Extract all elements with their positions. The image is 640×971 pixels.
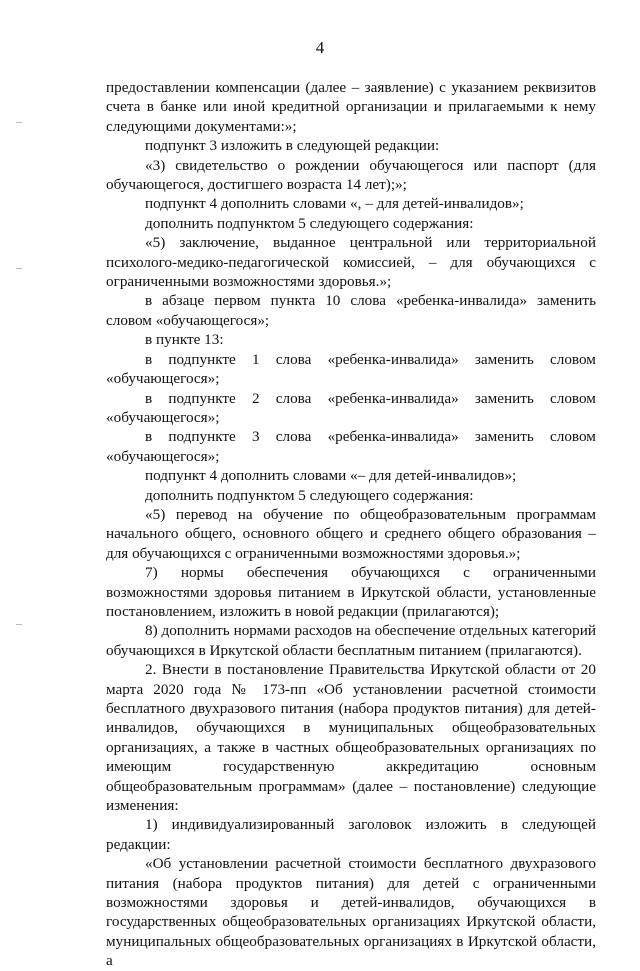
word: в — [145, 389, 153, 407]
scan-mark — [16, 624, 22, 625]
subitem-line — [106, 427, 596, 446]
word: в — [145, 350, 153, 368]
word: слова — [275, 350, 312, 368]
paragraph: подпункт 3 изложить в следующей редакции: — [145, 137, 440, 155]
word: в — [145, 428, 153, 446]
subitem — [106, 427, 596, 466]
paragraph: «Об установлении расчетной стоимости бесплатного двухразового питания (набора продуктов питания) для детей с ограниченными возможностями здоровья и детей-инвалидов, обучающихся в государственных общеобразовательных организациях Иркутской области, муниципальных общеобразовательных организациях в Иркутской области, а — [106, 855, 596, 970]
word: заменить — [474, 350, 534, 368]
paragraph: дополнить подпунктом 5 следующего содержания: — [145, 214, 474, 232]
scan-mark — [16, 268, 22, 269]
word: словом — [550, 428, 596, 446]
word: «ребенка-инвалида» — [327, 428, 459, 446]
subitem-line — [106, 350, 596, 369]
word: словом — [550, 389, 596, 407]
paragraph: «5) перевод на обучение по общеобразовательным программам начального общего, основного общего и среднего общего образования – для обучающихся с ограниченными возможностями здоровья.»; — [106, 505, 596, 562]
subitem — [106, 389, 596, 428]
subitem — [106, 350, 596, 389]
subitem-line — [106, 389, 596, 408]
paragraph: 8) дополнить нормами расходов на обеспечение отдельных категорий обучающихся в Иркутской области бесплатным питанием (прилагаются). — [106, 622, 596, 659]
word: слова — [275, 428, 312, 446]
document-body — [106, 78, 596, 971]
word: словом — [550, 350, 596, 368]
word: 2 — [251, 389, 260, 407]
page-number: 4 — [315, 38, 325, 57]
paragraph: предоставлении компенсации (далее – заявление) с указанием реквизитов счета в банке или иной кредитной организации и прилагаемыми к нему следующими документами:»; — [106, 79, 596, 135]
word: заменить — [474, 428, 534, 446]
word: «ребенка-инвалида» — [327, 389, 459, 407]
word: 3 — [251, 428, 260, 446]
paragraph: в абзаце первом пункта 10 слова «ребенка-инвалида» заменить словом «обучающегося»; — [106, 292, 596, 329]
paragraph: подпункт 4 дополнить словами «– для детей-инвалидов»; — [145, 467, 517, 485]
paragraph: подпункт 4 дополнить словами «, – для детей-инвалидов»; — [145, 195, 524, 213]
word: 1 — [251, 350, 260, 368]
paragraph: 7) нормы обеспечения обучающихся с ограниченными возможностями здоровья питанием в Иркутской области, установленные постановлением, изложить в новой редакции (прилагаются); — [106, 564, 596, 620]
paragraph: 2. Внести в постановление Правительства Иркутской области от 20 марта 2020 года № 173-пп «Об установлении расчетной стоимости бесплатного двухразового питания (набора продуктов питания) для детей-инвалидов, обучающихся в муниципальных общеобразовательных организациях, а также в частных общеобразовательных организациях по имеющим государственную аккредитацию основным общеобразовательным программам» (далее – постановление) следующие изменения: — [106, 661, 596, 815]
word: слова — [275, 389, 312, 407]
word: заменить — [474, 389, 534, 407]
word: подпункте — [168, 389, 236, 407]
word: подпункте — [168, 428, 236, 446]
word: подпункте — [168, 350, 236, 368]
paragraph: дополнить подпунктом 5 следующего содержания: — [145, 486, 474, 504]
paragraph: «5) заключение, выданное центральной или территориальной психолого-медико-педагогической комиссией, – для обучающихся с ограниченными возможностями здоровья.»; — [106, 234, 596, 291]
paragraph: «3) свидетельство о рождении обучающегося или паспорт (для обучающегося, достигшего возраста 14 лет);»; — [106, 156, 596, 194]
subitem-continuation: «обучающегося»; — [106, 370, 220, 388]
paragraph: в пункте 13: — [145, 331, 224, 349]
scan-mark — [16, 122, 22, 123]
subitem-continuation: «обучающегося»; — [106, 447, 220, 465]
paragraph: 1) индивидуализированный заголовок изложить в следующей редакции: — [106, 816, 596, 853]
word: «ребенка-инвалида» — [327, 350, 459, 368]
subitem-continuation: «обучающегося»; — [106, 408, 220, 426]
